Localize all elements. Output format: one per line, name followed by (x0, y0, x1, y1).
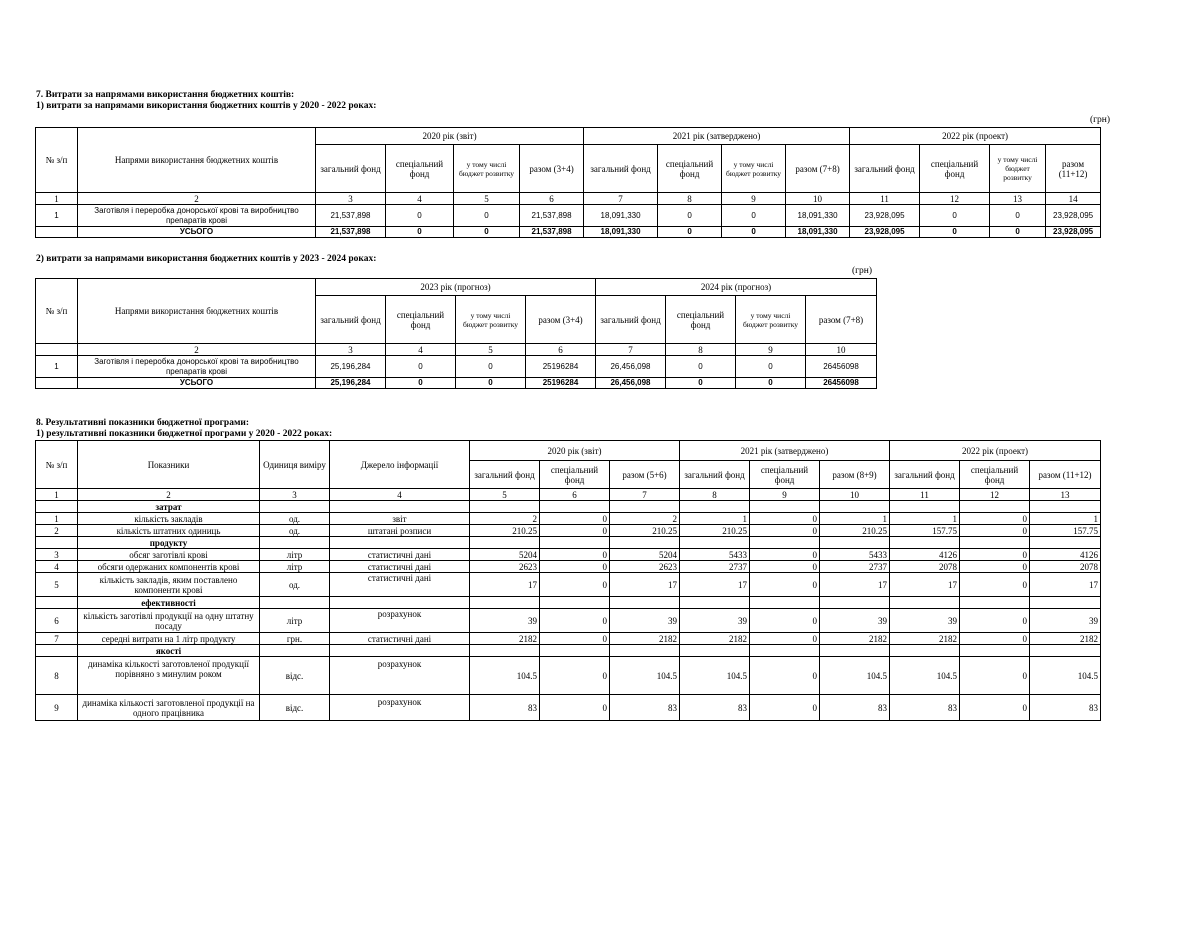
subheader: загальний фонд (890, 461, 960, 489)
cell: 2623 (610, 561, 680, 573)
cell: 0 (960, 525, 1030, 537)
cell: 2078 (890, 561, 960, 573)
cell: 2 (610, 513, 680, 525)
cell: 0 (386, 356, 456, 378)
cell: 157.75 (1030, 525, 1101, 537)
cell: динаміка кількості заготовленої продукції порівняно з минулим роком (78, 657, 260, 695)
cell: 23,928,095 (1046, 227, 1101, 238)
cell: 210.25 (470, 525, 540, 537)
subheader: разом (3+4) (526, 296, 596, 344)
group-row (36, 501, 1101, 513)
cell: 26456098 (806, 356, 877, 378)
cell: 17 (820, 573, 890, 597)
cell: 2078 (1030, 561, 1101, 573)
column-number: 6 (540, 489, 610, 501)
column-number: 3 (260, 489, 330, 501)
cell: 0 (540, 695, 610, 721)
subheader: у тому числі бюджет розвитку (722, 145, 786, 193)
header-source: Джерело інформації (330, 441, 470, 489)
cell: статистичні дані (330, 561, 470, 573)
subheader: загальний фонд (316, 296, 386, 344)
cell: 0 (750, 549, 820, 561)
header-year-2021: 2021 рік (затверджено) (584, 128, 850, 145)
table-row (36, 695, 1101, 721)
table-row (36, 609, 1101, 633)
header-num: № з/п (36, 279, 78, 344)
column-number: 14 (1046, 193, 1101, 205)
column-number: 5 (470, 489, 540, 501)
cell: 7 (36, 633, 78, 645)
cell: статистичні дані (330, 549, 470, 561)
subheader: загальний фонд (316, 145, 386, 193)
cell: 39 (680, 609, 750, 633)
column-number: 8 (680, 489, 750, 501)
cell: 18,091,330 (786, 227, 850, 238)
column-number: 10 (806, 344, 877, 356)
column-number: 12 (960, 489, 1030, 501)
cell: Заготівля і переробка донорської крові та виробництво препаратів крові (78, 356, 316, 378)
column-number: 12 (920, 193, 990, 205)
cell: 17 (610, 573, 680, 597)
header-unit: Одиниця виміру (260, 441, 330, 489)
subheader: разом (3+4) (520, 145, 584, 193)
cell: 83 (610, 695, 680, 721)
subheader: у тому числі бюджет розвитку (990, 145, 1046, 193)
table-row (36, 525, 1101, 537)
cell: кількість штатних одиниць (78, 525, 260, 537)
subheader: спеціальний фонд (750, 461, 820, 489)
section-7-subtitle-2: 2) витрати за напрямами використання бюджетних коштів у 2023 - 2024 роках: (36, 254, 377, 264)
cell: 1 (36, 513, 78, 525)
section-7-title: 7. Витрати за напрямами використання бюджетних коштів: (36, 90, 295, 100)
column-number: 4 (330, 489, 470, 501)
cell: середні витрати на 1 літр продукту (78, 633, 260, 645)
cell: 21,537,898 (316, 227, 386, 238)
cell: 39 (820, 609, 890, 633)
cell: 26456098 (806, 378, 877, 389)
table-row (36, 633, 1101, 645)
cell: 0 (960, 695, 1030, 721)
cell: кількість заготівлі продукції на одну штатну посаду (78, 609, 260, 633)
column-number: 10 (820, 489, 890, 501)
subheader: у тому числі бюджет розвитку (454, 145, 520, 193)
subheader: разом (11+12) (1030, 461, 1101, 489)
cell: 0 (658, 227, 722, 238)
subheader: спеціальний фонд (658, 145, 722, 193)
total-row (36, 227, 1101, 238)
cell: кількість закладів, яким поставлено компоненти крові (78, 573, 260, 597)
cell: 25196284 (526, 378, 596, 389)
cell: 1 (680, 513, 750, 525)
subheader: спеціальний фонд (386, 296, 456, 344)
cell: 0 (540, 561, 610, 573)
cell: 0 (386, 205, 454, 227)
cell: од. (260, 573, 330, 597)
header-year-2020: 2020 рік (звіт) (470, 441, 680, 461)
cell: 39 (890, 609, 960, 633)
cell: 0 (920, 227, 990, 238)
cell: 2182 (820, 633, 890, 645)
cell: 23,928,095 (850, 205, 920, 227)
cell: 0 (540, 573, 610, 597)
cell: 1 (890, 513, 960, 525)
cell: 2182 (890, 633, 960, 645)
cell: 0 (750, 657, 820, 695)
column-number: 5 (456, 344, 526, 356)
cell: 104.5 (820, 657, 890, 695)
cell: 83 (890, 695, 960, 721)
column-number: 8 (666, 344, 736, 356)
column-number: 11 (850, 193, 920, 205)
header-year-2021: 2021 рік (затверджено) (680, 441, 890, 461)
cell: 4 (36, 561, 78, 573)
header-num: № з/п (36, 441, 78, 489)
cell (36, 378, 78, 389)
group-row (36, 645, 1101, 657)
cell: 5204 (470, 549, 540, 561)
subheader: спеціальний фонд (540, 461, 610, 489)
cell: 21,537,898 (520, 205, 584, 227)
cell: відс. (260, 657, 330, 695)
column-number: 2 (78, 489, 260, 501)
cell: УСЬОГО (78, 227, 316, 238)
cell: 5433 (680, 549, 750, 561)
cell: 83 (470, 695, 540, 721)
header-year-2022: 2022 рік (проект) (850, 128, 1101, 145)
cell: 0 (722, 227, 786, 238)
column-number: 7 (584, 193, 658, 205)
cell: динаміка кількості заготовленої продукції на одного працівника (78, 695, 260, 721)
cell: 18,091,330 (584, 227, 658, 238)
cell: 2 (36, 525, 78, 537)
cell: 21,537,898 (520, 227, 584, 238)
column-number: 4 (386, 344, 456, 356)
cell: статистичні дані (330, 573, 470, 597)
cell: 0 (540, 633, 610, 645)
cell: 83 (1030, 695, 1101, 721)
table-row (36, 356, 877, 378)
cell: розрахунок (330, 657, 470, 695)
cell: 18,091,330 (584, 205, 658, 227)
subheader: спеціальний фонд (960, 461, 1030, 489)
cell: 1 (36, 356, 78, 378)
cell: 0 (960, 513, 1030, 525)
header-year-2020: 2020 рік (звіт) (316, 128, 584, 145)
cell: Заготівля і переробка донорської крові та виробництво препаратів крові (78, 205, 316, 227)
cell: 25,196,284 (316, 356, 386, 378)
subheader: разом (5+6) (610, 461, 680, 489)
unit-label-1: (грн) (1090, 115, 1111, 125)
table-row (36, 513, 1101, 525)
cell: од. (260, 525, 330, 537)
cell: 0 (750, 695, 820, 721)
cell: 18,091,330 (786, 205, 850, 227)
cell: 25196284 (526, 356, 596, 378)
cell: кількість закладів (78, 513, 260, 525)
cell: 2737 (820, 561, 890, 573)
cell: 0 (750, 633, 820, 645)
cell: 0 (960, 561, 1030, 573)
subheader: разом (11+12) (1046, 145, 1101, 193)
subheader: загальний фонд (680, 461, 750, 489)
header-year-2023: 2023 рік (прогноз) (316, 279, 596, 296)
cell: 0 (960, 657, 1030, 695)
group-label: затрат (78, 501, 260, 513)
cell: 0 (750, 609, 820, 633)
cell: 83 (820, 695, 890, 721)
cell: 23,928,095 (850, 227, 920, 238)
column-number: 7 (610, 489, 680, 501)
column-number: 5 (454, 193, 520, 205)
cell: 0 (736, 378, 806, 389)
cell: 210.25 (610, 525, 680, 537)
header-num: № з/п (36, 128, 78, 193)
cell: 0 (456, 378, 526, 389)
cell: 210.25 (820, 525, 890, 537)
column-number (36, 344, 78, 356)
cell: 83 (680, 695, 750, 721)
cell: 26,456,098 (596, 356, 666, 378)
cell: 2182 (610, 633, 680, 645)
cell: 0 (386, 227, 454, 238)
column-number: 6 (520, 193, 584, 205)
cell: 6 (36, 609, 78, 633)
cell: 104.5 (680, 657, 750, 695)
cell: 157.75 (890, 525, 960, 537)
header-direction: Напрями використання бюджетних коштів (78, 128, 316, 193)
cell: 0 (990, 205, 1046, 227)
expenses-table-2023-2024 (35, 278, 877, 389)
subheader: у тому числі бюджет розвитку (736, 296, 806, 344)
table-row (36, 205, 1101, 227)
column-number: 9 (722, 193, 786, 205)
total-row (36, 378, 877, 389)
cell: 0 (540, 513, 610, 525)
subheader: у тому числі бюджет розвитку (456, 296, 526, 344)
table-row (36, 561, 1101, 573)
cell: 21,537,898 (316, 205, 386, 227)
cell: 17 (890, 573, 960, 597)
cell: 0 (540, 609, 610, 633)
column-number: 9 (750, 489, 820, 501)
table-row (36, 549, 1101, 561)
cell: 0 (666, 356, 736, 378)
cell: літр (260, 609, 330, 633)
column-number: 9 (736, 344, 806, 356)
cell: 2737 (680, 561, 750, 573)
column-number: 8 (658, 193, 722, 205)
cell: 0 (540, 657, 610, 695)
header-year-2022: 2022 рік (проект) (890, 441, 1101, 461)
subheader: загальний фонд (850, 145, 920, 193)
column-number: 1 (36, 193, 78, 205)
cell: 0 (990, 227, 1046, 238)
cell: 39 (610, 609, 680, 633)
column-number: 6 (526, 344, 596, 356)
cell: 0 (540, 525, 610, 537)
cell: 1 (1030, 513, 1101, 525)
cell: 5433 (820, 549, 890, 561)
column-number: 2 (78, 344, 316, 356)
cell: 104.5 (610, 657, 680, 695)
cell: 39 (470, 609, 540, 633)
subheader: спеціальний фонд (386, 145, 454, 193)
cell: 0 (386, 378, 456, 389)
cell: 0 (454, 227, 520, 238)
cell: 2 (470, 513, 540, 525)
cell: 0 (722, 205, 786, 227)
cell: 23,928,095 (1046, 205, 1101, 227)
cell: статистичні дані (330, 633, 470, 645)
cell: 8 (36, 657, 78, 695)
cell: 9 (36, 695, 78, 721)
section-8-subtitle-1: 1) результативні показники бюджетної програми у 2020 - 2022 роках: (36, 429, 333, 439)
cell: грн. (260, 633, 330, 645)
subheader: загальний фонд (470, 461, 540, 489)
cell: 5 (36, 573, 78, 597)
cell: 0 (736, 356, 806, 378)
cell: обсяги одержаних компонентів крові (78, 561, 260, 573)
subheader: спеціальний фонд (920, 145, 990, 193)
column-number: 3 (316, 344, 386, 356)
expenses-table-2020-2022 (35, 127, 1101, 238)
cell: 104.5 (890, 657, 960, 695)
subheader: разом (8+9) (820, 461, 890, 489)
cell: 2182 (680, 633, 750, 645)
cell: обсяг заготівлі крові (78, 549, 260, 561)
header-indicators: Показники (78, 441, 260, 489)
cell: 4126 (1030, 549, 1101, 561)
group-label: ефективності (78, 597, 260, 609)
cell: 4126 (890, 549, 960, 561)
cell: 0 (454, 205, 520, 227)
cell: розрахунок (330, 695, 470, 721)
cell: звіт (330, 513, 470, 525)
cell: 39 (1030, 609, 1101, 633)
cell: 0 (960, 609, 1030, 633)
cell: 26,456,098 (596, 378, 666, 389)
cell: 2623 (470, 561, 540, 573)
cell: 0 (960, 549, 1030, 561)
group-label: якості (78, 645, 260, 657)
cell: 0 (456, 356, 526, 378)
cell: 2182 (470, 633, 540, 645)
subheader: загальний фонд (596, 296, 666, 344)
section-8-title: 8. Результативні показники бюджетної програми: (36, 418, 250, 428)
header-direction: Напрями використання бюджетних коштів (78, 279, 316, 344)
cell: УСЬОГО (78, 378, 316, 389)
cell: 0 (540, 549, 610, 561)
table-row (36, 657, 1101, 695)
cell: розрахунок (330, 609, 470, 633)
cell: 0 (666, 378, 736, 389)
subheader: загальний фонд (584, 145, 658, 193)
cell: 17 (680, 573, 750, 597)
cell: 0 (658, 205, 722, 227)
cell: літр (260, 561, 330, 573)
column-number: 2 (78, 193, 316, 205)
header-year-2024: 2024 рік (прогноз) (596, 279, 877, 296)
cell: 5204 (610, 549, 680, 561)
cell: 1 (36, 205, 78, 227)
cell: 0 (960, 633, 1030, 645)
subheader: спеціальний фонд (666, 296, 736, 344)
cell: 0 (750, 561, 820, 573)
group-label: продукту (78, 537, 260, 549)
section-7-subtitle-1: 1) витрати за напрямами використання бюджетних коштів у 2020 - 2022 роках: (36, 101, 377, 111)
column-number: 13 (990, 193, 1046, 205)
cell (36, 227, 78, 238)
column-number: 13 (1030, 489, 1101, 501)
cell: 0 (920, 205, 990, 227)
unit-label-2: (грн) (852, 266, 873, 276)
cell: 2182 (1030, 633, 1101, 645)
column-number: 3 (316, 193, 386, 205)
subheader: разом (7+8) (806, 296, 877, 344)
group-row (36, 597, 1101, 609)
subheader: разом (7+8) (786, 145, 850, 193)
cell: 1 (820, 513, 890, 525)
column-number: 4 (386, 193, 454, 205)
cell: 0 (960, 573, 1030, 597)
cell: 3 (36, 549, 78, 561)
cell: 0 (750, 513, 820, 525)
cell: 17 (1030, 573, 1101, 597)
cell: 104.5 (1030, 657, 1101, 695)
cell: од. (260, 513, 330, 525)
cell: літр (260, 549, 330, 561)
cell: 0 (750, 525, 820, 537)
cell: 210.25 (680, 525, 750, 537)
cell: 104.5 (470, 657, 540, 695)
cell: 0 (750, 573, 820, 597)
indicators-table-2020-2022 (35, 440, 1101, 721)
column-number: 1 (36, 489, 78, 501)
cell: 25,196,284 (316, 378, 386, 389)
cell: відс. (260, 695, 330, 721)
column-number: 11 (890, 489, 960, 501)
cell: 17 (470, 573, 540, 597)
column-number: 7 (596, 344, 666, 356)
cell: штатані розписи (330, 525, 470, 537)
group-row (36, 537, 1101, 549)
table-row (36, 573, 1101, 597)
column-number: 10 (786, 193, 850, 205)
